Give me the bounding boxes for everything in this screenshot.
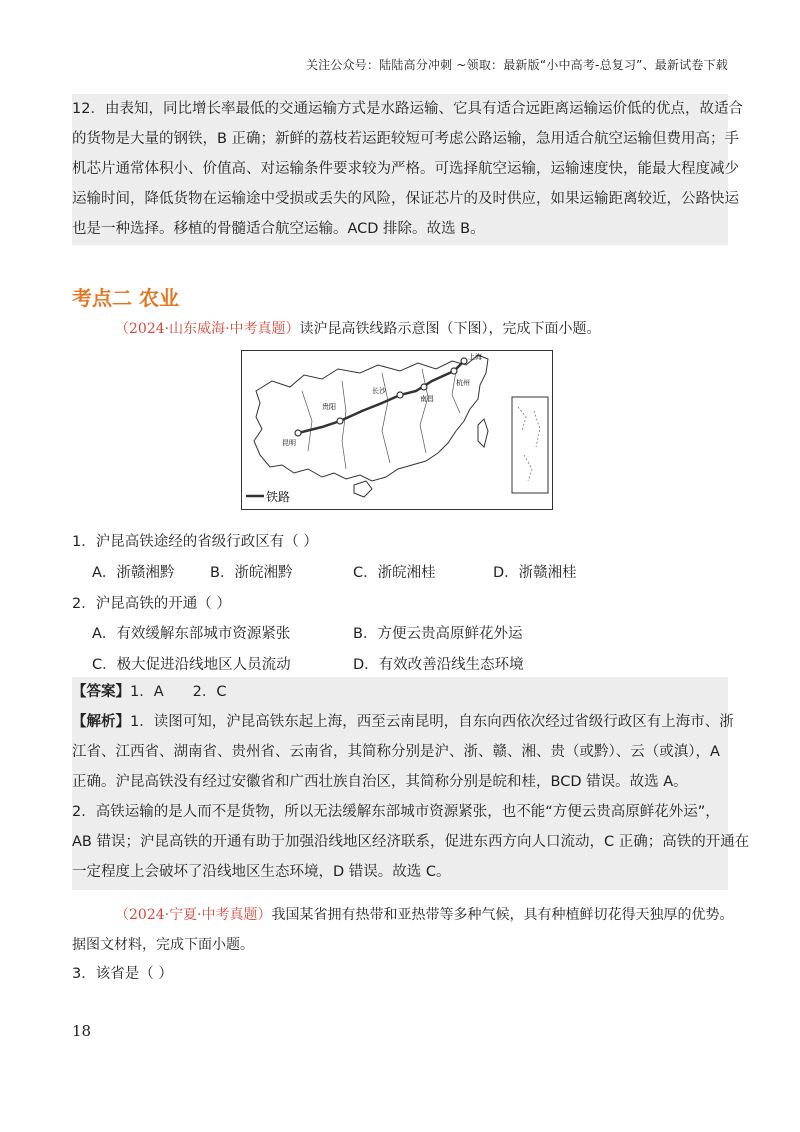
analysis-line: 江省、江西省、湖南省、贵州省、云南省，其简称分别是沪、浙、赣、湘、贵（或黔）、云（或滇），A — [72, 744, 720, 760]
section-title: 考点二 农业 — [72, 286, 179, 310]
city-label-hangzhou: 杭州 — [456, 379, 470, 387]
explanation-line: 运输时间，降低货物在运输途中受损或丢失的风险，保证芯片的及时供应，如果运输距离较近，公路快运 — [72, 191, 739, 207]
option-d[interactable]: D．浙赣湘桂 — [493, 565, 577, 581]
option-c[interactable]: C．浙皖湘桂 — [353, 565, 436, 581]
city-label-guiyang: 贵阳 — [322, 403, 336, 411]
analysis-line: 2．高铁运输的是人而不是货物，所以无法缓解东部城市资源紧张，也不能“方便云贵高原鲜花外运”， — [72, 804, 720, 820]
option-b[interactable]: B．浙皖湘黔 — [210, 565, 293, 581]
question-intro-continued: 据图文材料，完成下面小题。 — [72, 937, 254, 953]
analysis-line: AB 错误；沪昆高铁的开通有助于加强沿线地区经济联系，促进东西方向人口流动，C 正确；高铁的开通在 — [72, 834, 750, 850]
analysis-label: 【解析】 — [72, 714, 130, 730]
city-dot — [337, 418, 343, 424]
city-label-shanghai: 上海 — [468, 353, 482, 361]
city-dot — [461, 358, 467, 364]
city-dot — [451, 368, 457, 374]
answer-label: 【答案】 — [72, 684, 130, 700]
answer-text: 1．A 2．C — [130, 684, 227, 700]
page-header: 关注公众号：陆陆高分冲刺 ~领取：最新版“小中高考-总复习”、最新试卷下载 — [305, 58, 728, 72]
analysis-line: 一定程度上会破坏了沿线地区生态环境，D 错误。故选 C。 — [72, 864, 451, 880]
question-intro — [115, 904, 734, 924]
taiwan-island — [478, 419, 488, 447]
hainan-island — [354, 481, 372, 497]
question-intro-text: 读沪昆高铁线路示意图（下图），完成下面小题。 — [299, 321, 601, 337]
question-intro-text: 我国某省拥有热带和亚热带等多种气候，具有种植鲜切花得天独厚的优势。 — [271, 907, 734, 923]
explanation-line: 也是一种选择。移植的骨髓适合航空运输。ACD 排除。故选 B。 — [72, 221, 485, 237]
analysis-line — [72, 707, 734, 737]
question-intro — [115, 318, 601, 338]
legend-label: 铁路 — [266, 490, 291, 504]
analysis-line: 正确。沪昆高铁没有经过安徽省和广西壮族自治区，其简称分别是皖和桂，BCD 错误。故选 A。 — [72, 774, 688, 790]
answer-line — [72, 677, 227, 707]
option-d[interactable]: D．有效改善沿线生态环境 — [353, 657, 524, 673]
city-dot — [421, 384, 427, 390]
railway-map — [241, 350, 553, 510]
city-label-kunming: 昆明 — [282, 439, 296, 447]
question-source: （2024·山东威海·中考真题） — [115, 321, 300, 337]
option-a[interactable]: A．浙赣湘黔 — [92, 565, 175, 581]
question-stem: 3．该省是（ ） — [72, 966, 173, 982]
question-source: （2024·宁夏·中考真题） — [115, 907, 272, 923]
city-label-changsha: 长沙 — [372, 387, 386, 395]
city-dot — [397, 392, 403, 398]
option-a[interactable]: A．有效缓解东部城市资源紧张 — [92, 626, 291, 642]
answer-block — [72, 677, 750, 890]
explanation-line: 的货物是大量的钢铁，B 正确；新鲜的荔枝若运距较短可考虑公路运输，急用适合航空运输但费用高；手 — [72, 131, 740, 147]
option-c[interactable]: C．极大促进沿线地区人员流动 — [92, 657, 291, 673]
map-drawing — [242, 351, 552, 509]
page-number: 18 — [72, 1022, 92, 1040]
question-stem: 2．沪昆高铁的开通（ ） — [72, 596, 231, 612]
city-label-nanchang: 南昌 — [420, 395, 434, 403]
city-dot — [295, 430, 301, 436]
option-b[interactable]: B．方便云贵高原鲜花外运 — [353, 626, 523, 642]
explanation-line: 12．由表知，同比增长率最低的交通运输方式是水路运输、它具有适合远距离运输运价低的优点，故适合 — [72, 101, 743, 117]
prev-explanation-block — [72, 94, 743, 245]
analysis-text: 1．读图可知，沪昆高铁东起上海，西至云南昆明，自东向西依次经过省级行政区有上海市、浙 — [130, 714, 734, 730]
south-sea-inset — [512, 397, 548, 493]
explanation-line: 机芯片通常体积小、价值高、对运输条件要求较为严格。可选择航空运输，运输速度快，能最大程度减少 — [72, 161, 739, 177]
question-stem: 1．沪昆高铁途经的省级行政区有（ ） — [72, 534, 318, 550]
